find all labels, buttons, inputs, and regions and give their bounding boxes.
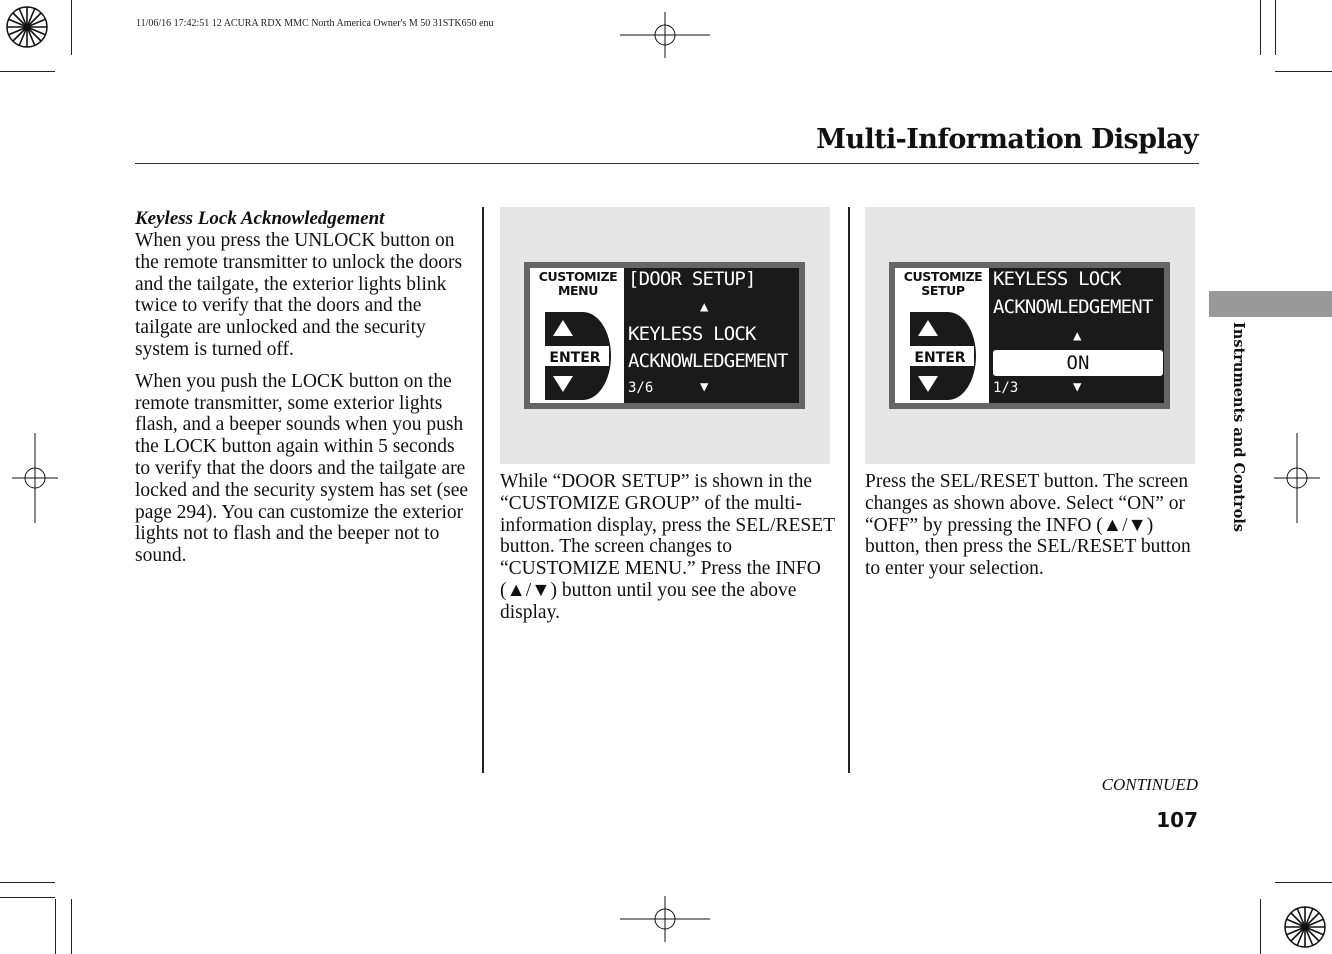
lcd-line-1: [DOOR SETUP]: [628, 268, 756, 290]
paragraph-2: When you push the LOCK button on the remote transmitter, some exterior lights flash, and a beeper sounds when you push the LOCK button again within 5 seconds to verify that the doors and the tailgate are locked and the security system has set (see page 294). You can customize the exterior lights not to flash and the beeper not to sound.: [135, 370, 469, 567]
lcd-side-label: CUSTOMIZE MENU: [538, 269, 618, 298]
crosshair-mark-top: [620, 12, 710, 58]
lcd-line-2: KEYLESS LOCK: [628, 323, 756, 345]
paragraph-1: When you press the UNLOCK button on the remote transmitter to unlock the doors and the tailgate, the exterior lights blink twice to verify that the doors and the tailgate are unlocked and the security system is turned off.: [135, 230, 463, 360]
up-triangle-icon: ▲: [1073, 328, 1081, 344]
lcd-line-2: ACKNOWLEDGEMENT: [993, 296, 1153, 318]
page-title: Multi-Information Display: [816, 124, 1198, 155]
display-figure-2: [865, 207, 1195, 464]
down-triangle-icon: ▼: [1073, 379, 1081, 395]
column-divider-1: [482, 207, 484, 773]
enter-label: ENTER: [914, 350, 966, 366]
enter-label: ENTER: [549, 350, 601, 366]
continued-label: CONTINUED: [1101, 775, 1198, 794]
section-tab-label: Instruments and Controls: [1230, 322, 1247, 532]
crosshair-mark-right: [1274, 433, 1320, 523]
column-3-caption: Press the SEL/RESET button. The screen changes as shown above. Select “ON” or “OFF” by pressing the INFO (▲/▼) button, then press the SEL/RESET button to enter your selection.: [865, 471, 1191, 580]
subheading: Keyless Lock Acknowledgement: [135, 208, 385, 229]
lcd-page-fraction: 3/6: [628, 380, 654, 396]
display-figure-1: [500, 207, 830, 464]
lcd-page-fraction: 1/3: [993, 380, 1019, 396]
column-2-caption: While “DOOR SETUP” is shown in the “CUSTOMIZE GROUP” of the multi-information display, press the SEL/RESET button. The screen changes to “CUSTOMIZE MENU.” Press the INFO (▲/▼) button until you see the above display.: [500, 471, 835, 623]
section-tab: [1209, 291, 1332, 317]
page-number: 107: [1156, 808, 1198, 832]
down-triangle-icon: ▼: [700, 379, 708, 395]
print-header: 11/06/16 17:42:51 12 ACURA RDX MMC North America Owner's M 50 31STK650 enu: [136, 18, 494, 29]
lcd-side-label: CUSTOMIZE SETUP: [903, 269, 983, 298]
lcd-screen: [524, 262, 805, 409]
column-divider-2: [848, 207, 850, 773]
lcd-line-3: ACKNOWLEDGEMENT: [628, 350, 788, 372]
lcd-screen: [889, 262, 1170, 409]
crosshair-mark-left: [12, 433, 58, 523]
up-triangle-icon: ▲: [700, 299, 708, 315]
title-rule: [135, 163, 1199, 164]
lcd-selected-option: ON: [993, 350, 1163, 376]
column-1: [135, 208, 470, 567]
lcd-line-1: KEYLESS LOCK: [993, 268, 1121, 290]
crosshair-mark-bottom: [620, 896, 710, 942]
